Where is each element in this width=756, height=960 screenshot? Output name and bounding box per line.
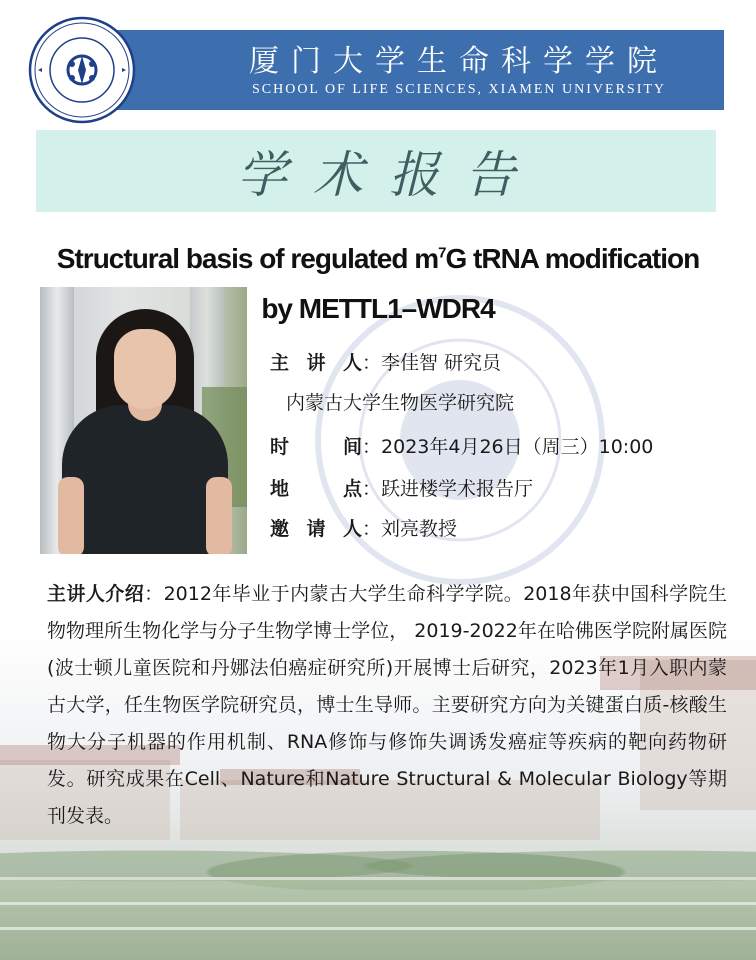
speaker-value: 李佳智 研究员 <box>381 352 502 374</box>
place-value: 跃进楼学术报告厅 <box>381 478 534 500</box>
time-value: 2023年4月26日（周三）10:00 <box>381 436 654 458</box>
place-label: 地点 <box>270 478 362 500</box>
report-label-box <box>36 130 716 212</box>
speaker-photo <box>40 287 247 554</box>
bio-colon: ： <box>144 583 164 605</box>
time-label: 时间 <box>270 436 362 458</box>
school-name-cn: 厦门大学生命科学学院 <box>249 44 669 79</box>
title-superscript: 7 <box>438 244 446 262</box>
header <box>28 16 724 116</box>
bio-label: 主讲人介绍 <box>47 583 145 605</box>
speaker-bio <box>47 576 727 835</box>
place-row <box>270 474 533 504</box>
colon: ： <box>362 436 382 458</box>
colon: ： <box>362 518 382 540</box>
speaker-label: 主讲人 <box>270 352 362 374</box>
title-line-1-part-1: Structural basis of regulated m <box>56 243 439 274</box>
time-row <box>270 432 653 462</box>
colon: ： <box>362 478 382 500</box>
speaker-row <box>270 348 501 378</box>
title-line-2: by METTL1–WDR4 <box>261 293 495 324</box>
host-row <box>270 514 457 544</box>
host-value: 刘亮教授 <box>381 518 458 540</box>
affiliation-row <box>286 388 514 418</box>
report-label: 学术报告 <box>237 146 541 204</box>
speaker-affiliation: 内蒙古大学生物医学研究院 <box>286 392 515 414</box>
school-logo-icon <box>28 16 136 124</box>
title-line-1 <box>20 234 736 284</box>
school-name-en: SCHOOL OF LIFE SCIENCES, XIAMEN UNIVERSITY <box>251 82 667 97</box>
colon: ： <box>362 352 382 374</box>
title-line-1-part-2: G tRNA modification <box>445 243 700 274</box>
school-banner <box>84 30 724 110</box>
host-label: 邀请人 <box>270 518 362 540</box>
bio-text: 2012年毕业于内蒙古大学生命科学学院。2018年获中国科学院生物物理所生物化学与分子生物学博士学位， 2019-2022年在哈佛医学院附属医院(波士顿儿童医院和丹娜法伯癌症研究所)开展博士后研究，2023年1月入职内蒙古大学，任生物医学院研究员，博士生导师。主要研究方向为关键蛋白质-核酸生物大分子机器的作用机制、RNA修饰与修饰失调诱发癌症等疾病的靶向药物研发。研究成果在Cell、Nature和Nature Structural & Molecular Biology等期刊发表。 <box>47 583 727 827</box>
